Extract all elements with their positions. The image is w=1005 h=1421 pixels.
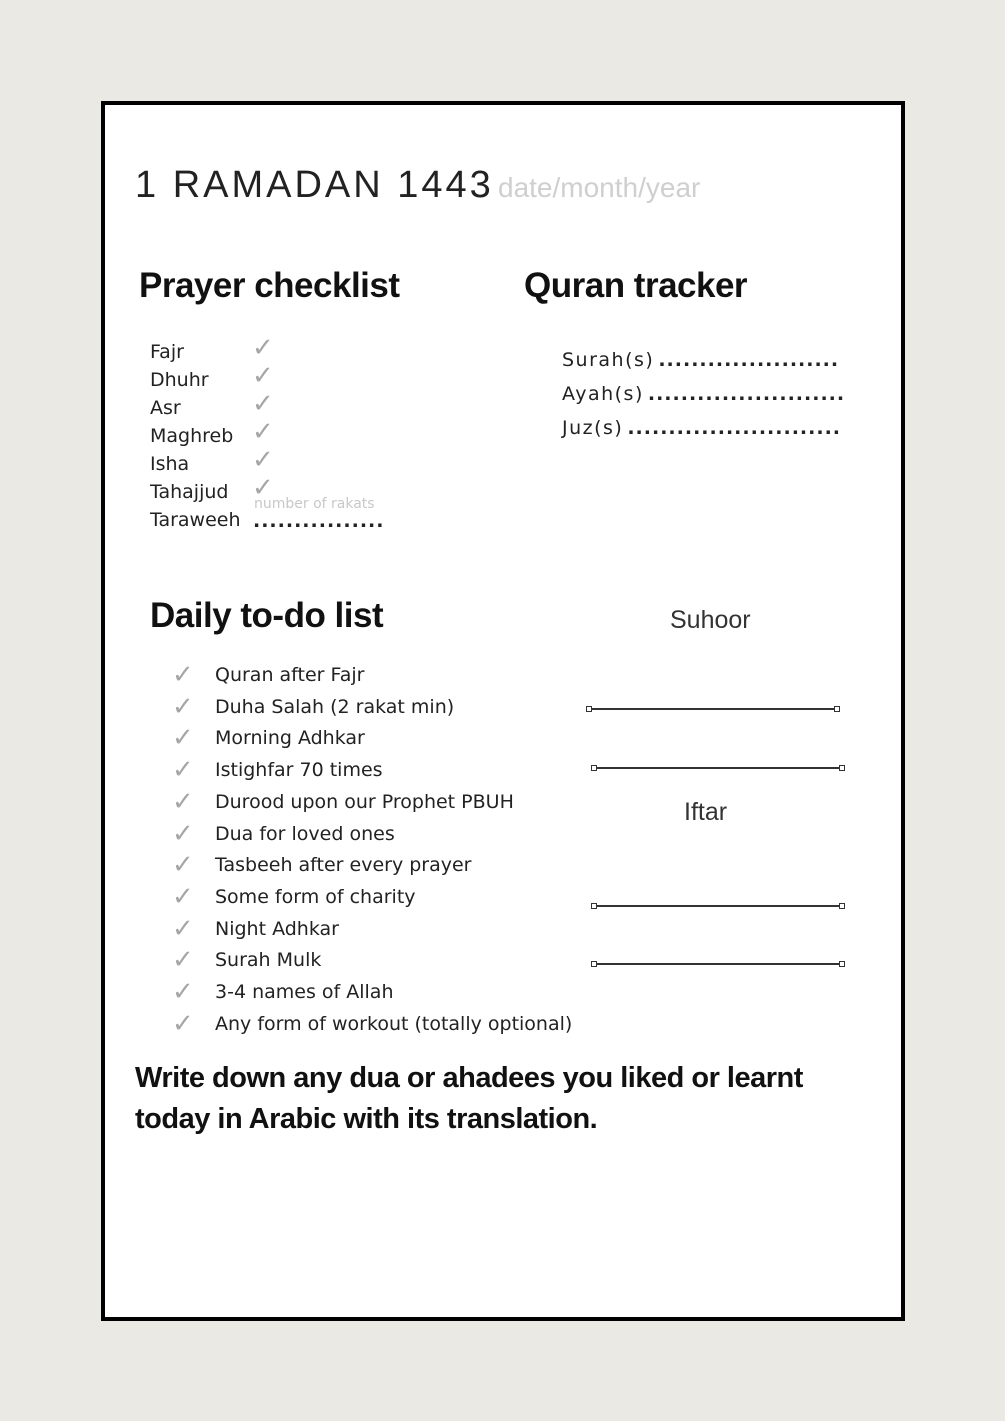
check-icon[interactable]: ✓: [172, 723, 194, 754]
check-icon[interactable]: ✓: [172, 786, 194, 817]
prayer-fajr: Fajr: [150, 341, 184, 363]
check-icon[interactable]: ✓: [172, 691, 194, 722]
ayah-input[interactable]: ........................: [647, 383, 846, 405]
todo-item: Dua for loved ones: [215, 822, 395, 845]
todo-item: Some form of charity: [215, 885, 416, 908]
surah-label: Surah(s): [562, 349, 655, 371]
prayer-checklist-heading: Prayer checklist: [139, 266, 400, 305]
todo-item: Night Adhkar: [215, 917, 339, 940]
iftar-line-1[interactable]: [594, 905, 842, 907]
date-field[interactable]: date/month/year: [498, 172, 701, 203]
check-icon[interactable]: ✓: [252, 445, 274, 475]
ayah-label: Ayah(s): [562, 383, 644, 405]
taraweeh-hint: number of rakats: [254, 496, 375, 512]
todo-item: Tasbeeh after every prayer: [215, 854, 472, 877]
taraweeh-input[interactable]: ................: [253, 510, 385, 532]
prayer-maghreb: Maghreb: [150, 425, 234, 447]
todo-item: Any form of workout (totally optional): [215, 1012, 573, 1035]
todo-item: 3-4 names of Allah: [215, 981, 394, 1003]
todo-item: Quran after Fajr: [215, 664, 365, 686]
prayer-tahajjud: Tahajjud: [150, 481, 229, 503]
ayah-row: [562, 381, 845, 407]
suhoor-label: Suhoor: [670, 606, 751, 634]
check-icon[interactable]: ✓: [172, 977, 194, 1007]
todo-item: Morning Adhkar: [215, 727, 365, 750]
check-icon[interactable]: ✓: [172, 755, 194, 786]
check-icon[interactable]: ✓: [172, 660, 194, 690]
check-icon[interactable]: ✓: [172, 945, 194, 976]
notes-prompt: Write down any dua or ahadees you liked or learnt today in Arabic with its translation.: [135, 1062, 803, 1135]
todo-item: Duha Salah (2 rakat min): [215, 695, 455, 718]
juz-input[interactable]: ..........................: [627, 417, 842, 439]
check-icon[interactable]: ✓: [172, 881, 194, 912]
check-icon[interactable]: ✓: [252, 361, 274, 391]
check-icon[interactable]: ✓: [172, 1008, 194, 1039]
check-icon[interactable]: ✓: [252, 389, 274, 419]
prayer-asr: Asr: [150, 397, 181, 419]
check-icon[interactable]: ✓: [172, 913, 194, 944]
todo-item: Istighfar 70 times: [215, 759, 383, 782]
prayer-dhuhr: Dhuhr: [150, 369, 209, 391]
check-icon[interactable]: ✓: [172, 818, 194, 849]
check-icon[interactable]: ✓: [252, 333, 274, 363]
prayer-taraweeh: Taraweeh: [150, 509, 241, 531]
juz-label: Juz(s): [562, 417, 624, 439]
check-icon[interactable]: ✓: [172, 850, 194, 881]
todo-heading: Daily to-do list: [150, 596, 384, 635]
check-icon[interactable]: ✓: [252, 417, 274, 447]
iftar-line-2[interactable]: [594, 963, 842, 965]
prayer-isha: Isha: [150, 453, 190, 475]
surah-input[interactable]: ......................: [658, 349, 840, 371]
todo-item: Durood upon our Prophet PBUH: [215, 790, 514, 813]
juz-row: [562, 415, 841, 441]
suhoor-line-2[interactable]: [594, 767, 842, 769]
iftar-label: Iftar: [684, 798, 728, 826]
suhoor-line-1[interactable]: [589, 708, 837, 710]
check-icon[interactable]: ✓: [252, 473, 274, 503]
quran-tracker-heading: Quran tracker: [524, 266, 748, 305]
surah-row: [562, 347, 839, 373]
todo-item: Surah Mulk: [215, 949, 322, 972]
page-title: 1 RAMADAN 1443: [135, 164, 494, 206]
